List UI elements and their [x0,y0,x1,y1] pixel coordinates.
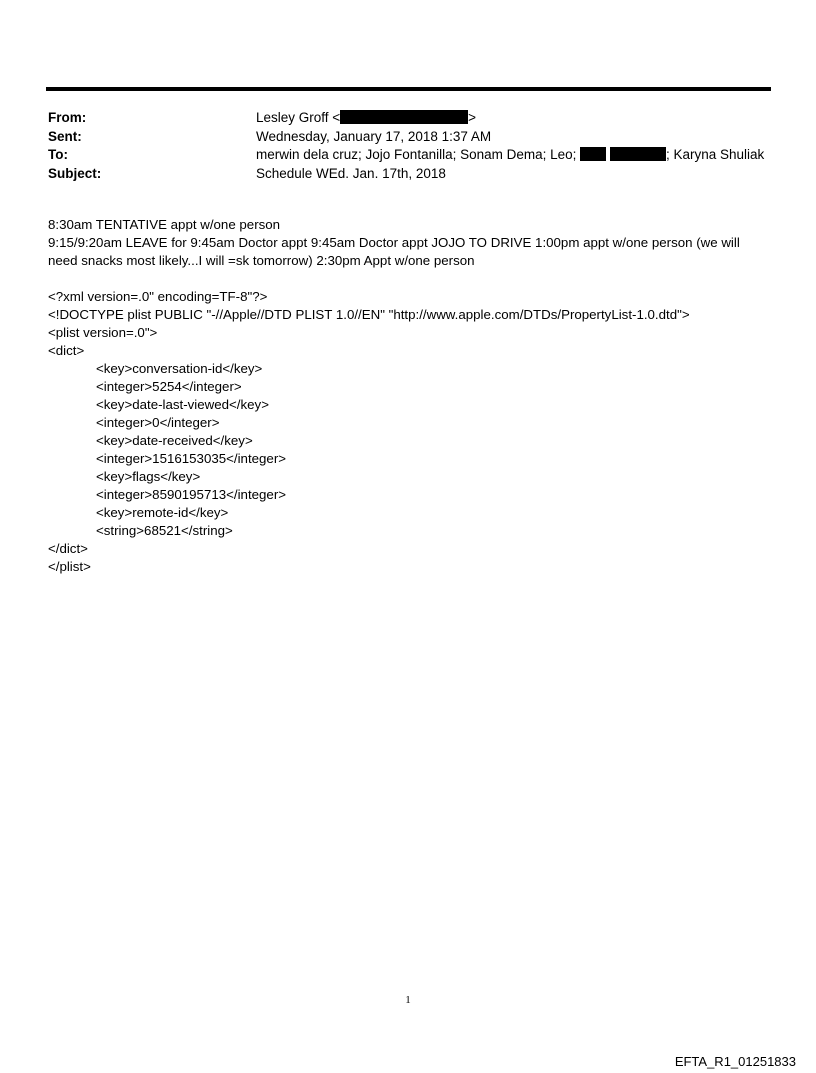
plist-entry: <key>date-last-viewed</key> [96,397,269,412]
to-tail: ; Karyna Shuliak [665,147,765,162]
from-value [256,109,476,128]
body-line: 8:30am TENTATIVE appt w/one person [48,217,281,232]
subject-label: Subject: [48,165,102,181]
plist-entry: <integer>8590195713</integer> [96,487,287,502]
plist-entry: <key>date-received</key> [96,433,253,448]
subject-row [48,165,768,184]
redaction-box [580,147,606,161]
plist-entry: <string>68521</string> [96,523,233,538]
from-name: Lesley Groff < [256,110,341,125]
dict-close: </dict> [48,541,88,556]
document-id: EFTA_R1_01251833 [674,1054,796,1069]
plist-doctype: <!DOCTYPE plist PUBLIC "-//Apple//DTD PLIST 1.0//EN" "http://www.apple.com/DTDs/PropertyList-1.0.dtd"> [48,307,690,322]
plist-entry: <integer>5254</integer> [96,379,242,394]
plist-entry: <key>flags</key> [96,469,201,484]
sent-value: Wednesday, January 17, 2018 1:37 AM [256,128,492,144]
to-value [256,146,764,165]
header-rule [46,87,771,91]
subject-value: Schedule WEd. Jan. 17th, 2018 [256,165,446,181]
from-close: > [468,110,477,125]
to-recipients: merwin dela cruz; Jojo Fontanilla; Sonam Dema; Leo; [256,147,577,162]
redaction-box [610,147,666,161]
plist-open: <plist version=.0"> [48,325,158,340]
plist-entry: <key>conversation-id</key> [96,361,263,376]
redaction-box [340,110,468,124]
spacer [48,270,768,288]
email-header [48,109,768,183]
email-body [48,216,768,576]
from-label: From: [48,110,87,125]
to-label: To: [48,147,68,162]
sent-row [48,128,768,147]
dict-open: <dict> [48,343,85,358]
sent-label: Sent: [48,128,82,144]
to-row [48,146,768,165]
plist-entry: <integer>0</integer> [96,415,220,430]
page-number: 1 [405,994,411,1006]
plist-close: </plist> [48,559,91,574]
plist-xml-decl: <?xml version=.0" encoding=TF-8"?> [48,289,268,304]
plist-entry: <key>remote-id</key> [96,505,229,520]
plist-entry: <integer>1516153035</integer> [96,451,287,466]
from-row [48,109,768,128]
body-line: 9:15/9:20am LEAVE for 9:45am Doctor appt 9:45am Doctor appt JOJO TO DRIVE 1:00pm appt w/one person (we will need snacks most likely...I will =sk tomorrow) 2:30pm Appt w/one person [48,235,740,268]
